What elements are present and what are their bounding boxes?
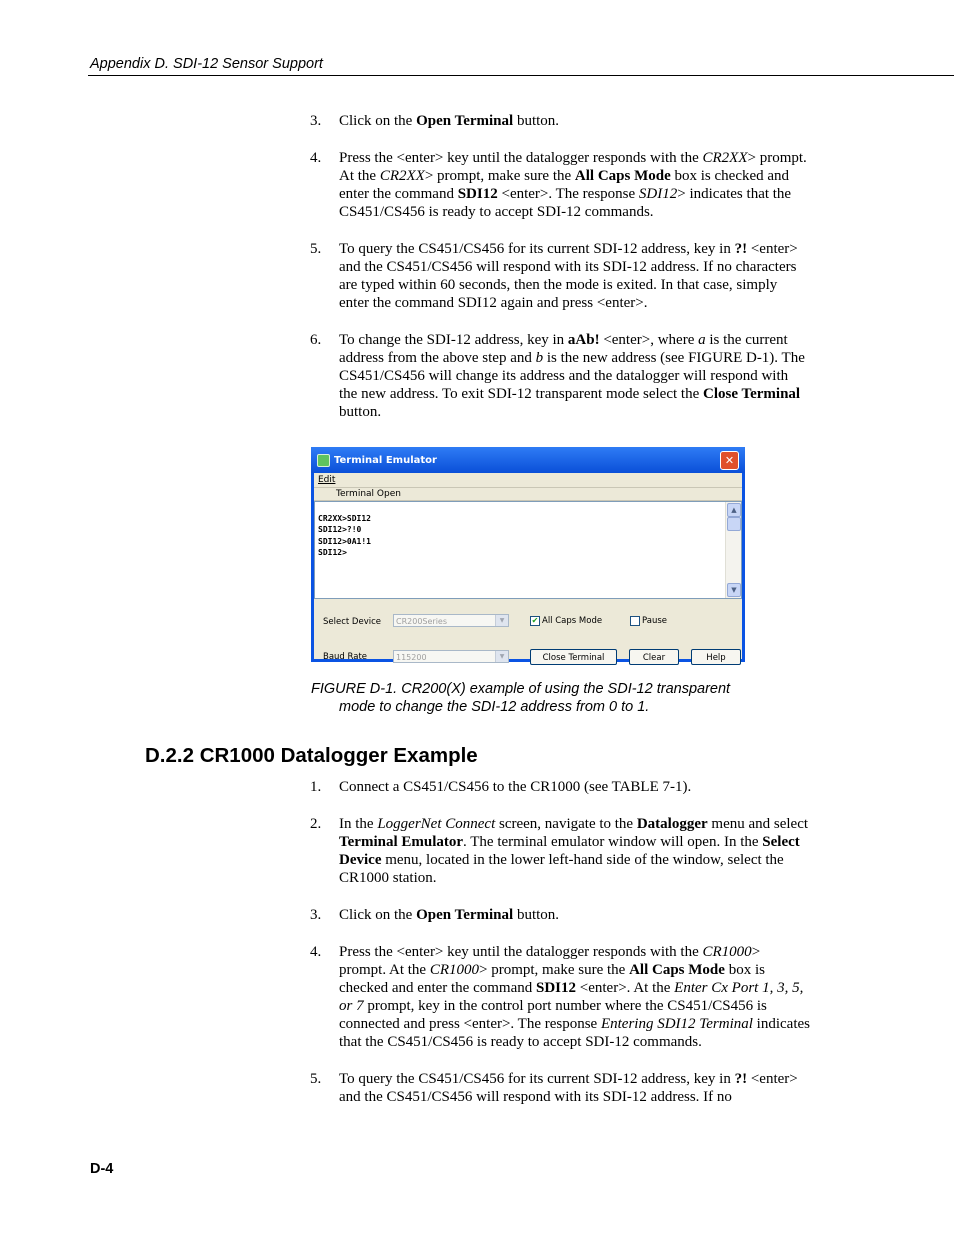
step-text: <enter> and the CS451/CS456 will respond with its SDI-12 address. If no (339, 1071, 798, 1105)
list-item (310, 112, 810, 130)
step-text: Click on the (339, 907, 417, 923)
bold-text: Datalogger (636, 816, 708, 832)
close-terminal-button[interactable]: Close Terminal (530, 649, 617, 665)
list-item (310, 331, 810, 421)
checkbox-box[interactable] (630, 616, 640, 626)
bold-text: Open Terminal (416, 113, 514, 129)
header-rule (88, 75, 954, 76)
italic-text: Entering SDI12 Terminal (600, 1016, 753, 1032)
figure-caption (311, 680, 781, 716)
chevron-down-icon[interactable]: ▼ (495, 651, 508, 662)
italic-text: Enter Cx Port 1, 3, 5, or 7 (339, 980, 804, 1014)
menu-bar (314, 473, 742, 487)
step-text: > prompt. At the (339, 944, 761, 978)
clear-button[interactable]: Clear (629, 649, 679, 665)
step-text: Press the <enter> key until the datalogger responds with the (339, 150, 703, 166)
step-number: 5. (310, 241, 322, 257)
terminal-lines (318, 513, 371, 558)
step-text: Click on the (339, 113, 417, 129)
terminal-status: Terminal Open (314, 487, 742, 501)
step-text: box is checked and enter the command (339, 962, 765, 996)
step-number: 3. (310, 113, 322, 129)
page-number: D-4 (90, 1161, 114, 1177)
pause-checkbox[interactable] (630, 616, 667, 626)
bold-text: Open Terminal (416, 907, 514, 923)
terminal-output[interactable] (314, 501, 742, 599)
step-text: prompt, key in the control port number where the CS451/CS456 is connected and press <enter>. The response (339, 998, 767, 1032)
terminal-line: SDI12>0A1!1 (318, 536, 371, 546)
terminal-line: SDI12>?!0 (318, 525, 362, 535)
step-number: 5. (310, 1071, 322, 1087)
list-item (310, 778, 810, 796)
select-device-value: CR200Series (396, 617, 448, 626)
all-caps-checkbox[interactable] (530, 616, 602, 626)
vertical-scrollbar[interactable] (725, 502, 741, 598)
step-text: <enter>. The response (497, 186, 639, 202)
italic-text: a (698, 332, 706, 348)
step-text: menu and select (707, 816, 809, 832)
step-number: 4. (310, 944, 322, 960)
step-text: To query the CS451/CS456 for its current SDI-12 address, key in (339, 1071, 735, 1087)
scroll-up-icon[interactable]: ▲ (727, 503, 741, 517)
step-text: button. (339, 404, 382, 420)
step-text: button. (513, 907, 560, 923)
step-text: screen, navigate to the (495, 816, 637, 832)
list-item (310, 240, 810, 312)
baud-rate-value: 115200 (396, 653, 427, 662)
chevron-down-icon[interactable]: ▼ (495, 615, 508, 626)
baud-rate-dropdown[interactable] (393, 650, 509, 663)
terminal-line: CR2XX>SDI12 (318, 514, 371, 523)
step-text: box is checked and enter the command (339, 168, 790, 202)
step-text: button. (513, 113, 560, 129)
window-titlebar[interactable] (311, 447, 745, 473)
step-number: 4. (310, 150, 322, 166)
step-text: <enter> and the CS451/CS456 will respond with its SDI-12 address. If no characters are typed within 60 seconds, then the mode is exited. In that case, simply enter the command SDI12 again and press <enter>. (339, 241, 798, 311)
select-device-dropdown[interactable] (393, 614, 509, 627)
caption-line-2: mode to change the SDI-12 address from 0 to 1. (339, 699, 650, 715)
step-text: indicates that the CS451/CS456 is ready to accept SDI-12 commands. (339, 1016, 810, 1050)
caption-line-1: FIGURE D-1. CR200(X) example of using the SDI-12 transparent (311, 681, 731, 697)
window-title: Terminal Emulator (334, 454, 437, 466)
list-item (310, 149, 810, 221)
italic-text: SDI12 (638, 186, 678, 202)
step-text: > prompt. At the (339, 150, 807, 184)
step-number: 6. (310, 332, 322, 348)
step-text: > indicates that the CS451/CS456 is ready to accept SDI-12 commands. (339, 186, 792, 220)
step-text: menu, located in the lower left-hand side of the window, select the CR1000 station. (339, 852, 784, 886)
checkbox-box[interactable]: ✔ (531, 616, 539, 625)
select-device-label: Select Device (323, 617, 381, 627)
italic-text: b (535, 350, 544, 366)
italic-text: CR1000 (429, 962, 479, 978)
bold-text: SDI12 (536, 980, 577, 996)
step-text: In the (339, 816, 378, 832)
list-item (310, 815, 810, 887)
pause-label: Pause (642, 616, 667, 626)
scroll-thumb[interactable] (727, 517, 741, 531)
list-item (310, 906, 810, 924)
bold-text: ?! (734, 241, 748, 257)
bold-text: Select Device (339, 834, 800, 868)
steps-list-cr200 (310, 112, 810, 440)
page-header: Appendix D. SDI-12 Sensor Support (90, 56, 323, 72)
italic-text: LoggerNet Connect (377, 816, 496, 832)
step-text: To change the SDI-12 address, key in (339, 332, 568, 348)
menu-edit[interactable]: Edit (318, 475, 336, 485)
terminal-line: SDI12> (318, 547, 347, 557)
window-body (314, 473, 742, 663)
help-button[interactable]: Help (691, 649, 741, 665)
bold-text: SDI12 (457, 186, 498, 202)
baud-rate-label: Baud Rate (323, 652, 368, 662)
bold-text: Terminal Emulator (339, 834, 464, 850)
list-item (310, 943, 810, 1051)
step-text: is the new address (see FIGURE D-1). The CS451/CS456 will change its address and the datalogger will respond with the new address. To exit SDI-12 transparent mode select the (339, 350, 805, 402)
step-text: <enter>. At the (576, 980, 675, 996)
bold-text: ?! (734, 1071, 748, 1087)
terminal-emulator-window (311, 447, 745, 662)
scroll-down-icon[interactable]: ▼ (727, 583, 741, 597)
step-text: . The terminal emulator window will open. In the (463, 834, 763, 850)
step-text: > prompt, make sure the (479, 962, 630, 978)
app-icon (317, 454, 330, 467)
steps-list-cr1000 (310, 778, 810, 1125)
step-number: 3. (310, 907, 322, 923)
italic-text: CR1000 (702, 944, 752, 960)
bold-text: All Caps Mode (574, 168, 671, 184)
italic-text: CR2XX (702, 150, 748, 166)
step-text: <enter>, where (599, 332, 699, 348)
step-text: To query the CS451/CS456 for its current SDI-12 address, key in (339, 241, 735, 257)
close-icon[interactable]: ✕ (720, 451, 739, 470)
list-item (310, 1070, 810, 1106)
section-heading: D.2.2 CR1000 Datalogger Example (145, 744, 478, 767)
bold-text: All Caps Mode (629, 962, 725, 978)
italic-text: CR2XX (379, 168, 425, 184)
bold-text: aAb! (567, 332, 600, 348)
bold-text: Close Terminal (702, 386, 801, 402)
step-text: Press the <enter> key until the datalogger responds with the (339, 944, 703, 960)
step-number: 1. (310, 779, 322, 795)
step-number: 2. (310, 816, 322, 832)
step-text: is the current address from the above step and (339, 332, 788, 366)
all-caps-label: All Caps Mode (542, 616, 603, 626)
step-text: > prompt, make sure the (424, 168, 575, 184)
step-text: Connect a CS451/CS456 to the CR1000 (see TABLE 7-1). (339, 779, 692, 795)
